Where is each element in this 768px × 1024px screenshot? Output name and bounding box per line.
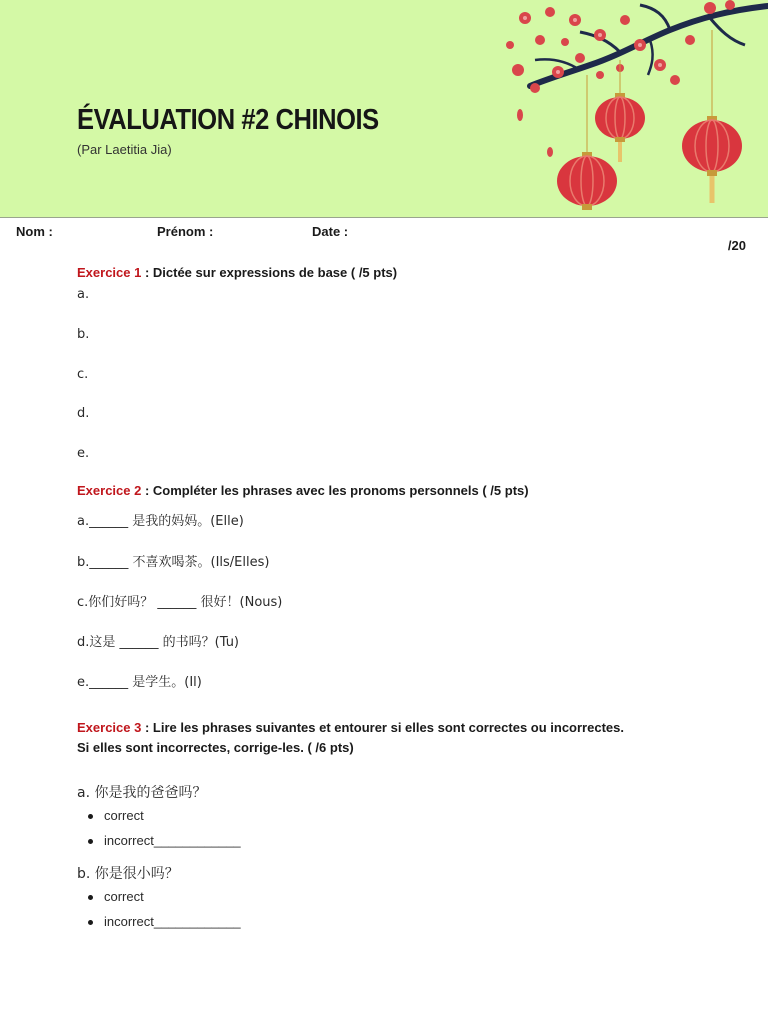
prenom-label: Prénom : xyxy=(157,224,214,239)
page-title: ÉVALUATION #2 CHINOIS xyxy=(77,104,379,136)
header-banner xyxy=(0,0,768,218)
exercise-2-item-b: b.______ 不喜欢喝茶。(Ils/Elles) xyxy=(77,555,270,570)
exercise-2-title xyxy=(77,481,637,501)
exercise-2-item-c: c.你们好吗？ ______ 很好！(Nous) xyxy=(77,595,283,610)
nom-label: Nom : xyxy=(16,224,53,239)
exercise-1-item-b: b. xyxy=(77,327,90,342)
exercise-3-question-b: b. 你是很小吗？ xyxy=(77,866,179,882)
exercise-3-a-option-incorrect[interactable]: incorrect____________ xyxy=(104,833,241,848)
exercise-2-item-e: e.______ 是学生。(Il) xyxy=(77,675,202,690)
exercise-3-label: Exercice 3 xyxy=(77,720,142,735)
exercise-1-item-e: e. xyxy=(77,446,90,461)
exercise-1-item-a: a. xyxy=(77,287,90,302)
exercise-2-instruction: : Compléter les phrases avec les pronoms personnels ( /5 pts) xyxy=(141,483,529,498)
page-subtitle: (Par Laetitia Jia) xyxy=(77,142,172,157)
exercise-1-item-c: c. xyxy=(77,367,89,382)
exercise-2-label: Exercice 2 xyxy=(77,483,142,498)
exercise-1-item-d: d. xyxy=(77,406,90,421)
exercise-1-instruction: : Dictée sur expressions de base ( /5 pts) xyxy=(141,265,398,280)
exercise-3-b-option-incorrect[interactable]: incorrect____________ xyxy=(104,914,241,929)
cherry-blossom-lanterns-icon xyxy=(480,0,768,216)
exercise-3-title xyxy=(77,718,637,758)
exercise-3-question-a: a. 你是我的爸爸吗？ xyxy=(77,785,207,801)
exercise-3-instruction: : Lire les phrases suivantes et entourer si elles sont correctes ou incorrectes. Si elles sont incorrectes, corrige-les. ( /6 pts) xyxy=(77,720,624,755)
exercise-1-label: Exercice 1 xyxy=(77,265,142,280)
exercise-2-item-a: a.______ 是我的妈妈。(Elle) xyxy=(77,514,244,529)
exercise-1-title xyxy=(77,263,637,283)
exercise-3-b-option-correct[interactable]: correct xyxy=(104,889,144,904)
date-label: Date : xyxy=(312,224,349,239)
total-score: /20 xyxy=(727,238,746,253)
exercise-3-a-option-correct[interactable]: correct xyxy=(104,808,144,823)
exercise-2-item-d: d.这是 ______ 的书吗？(Tu) xyxy=(77,635,239,650)
